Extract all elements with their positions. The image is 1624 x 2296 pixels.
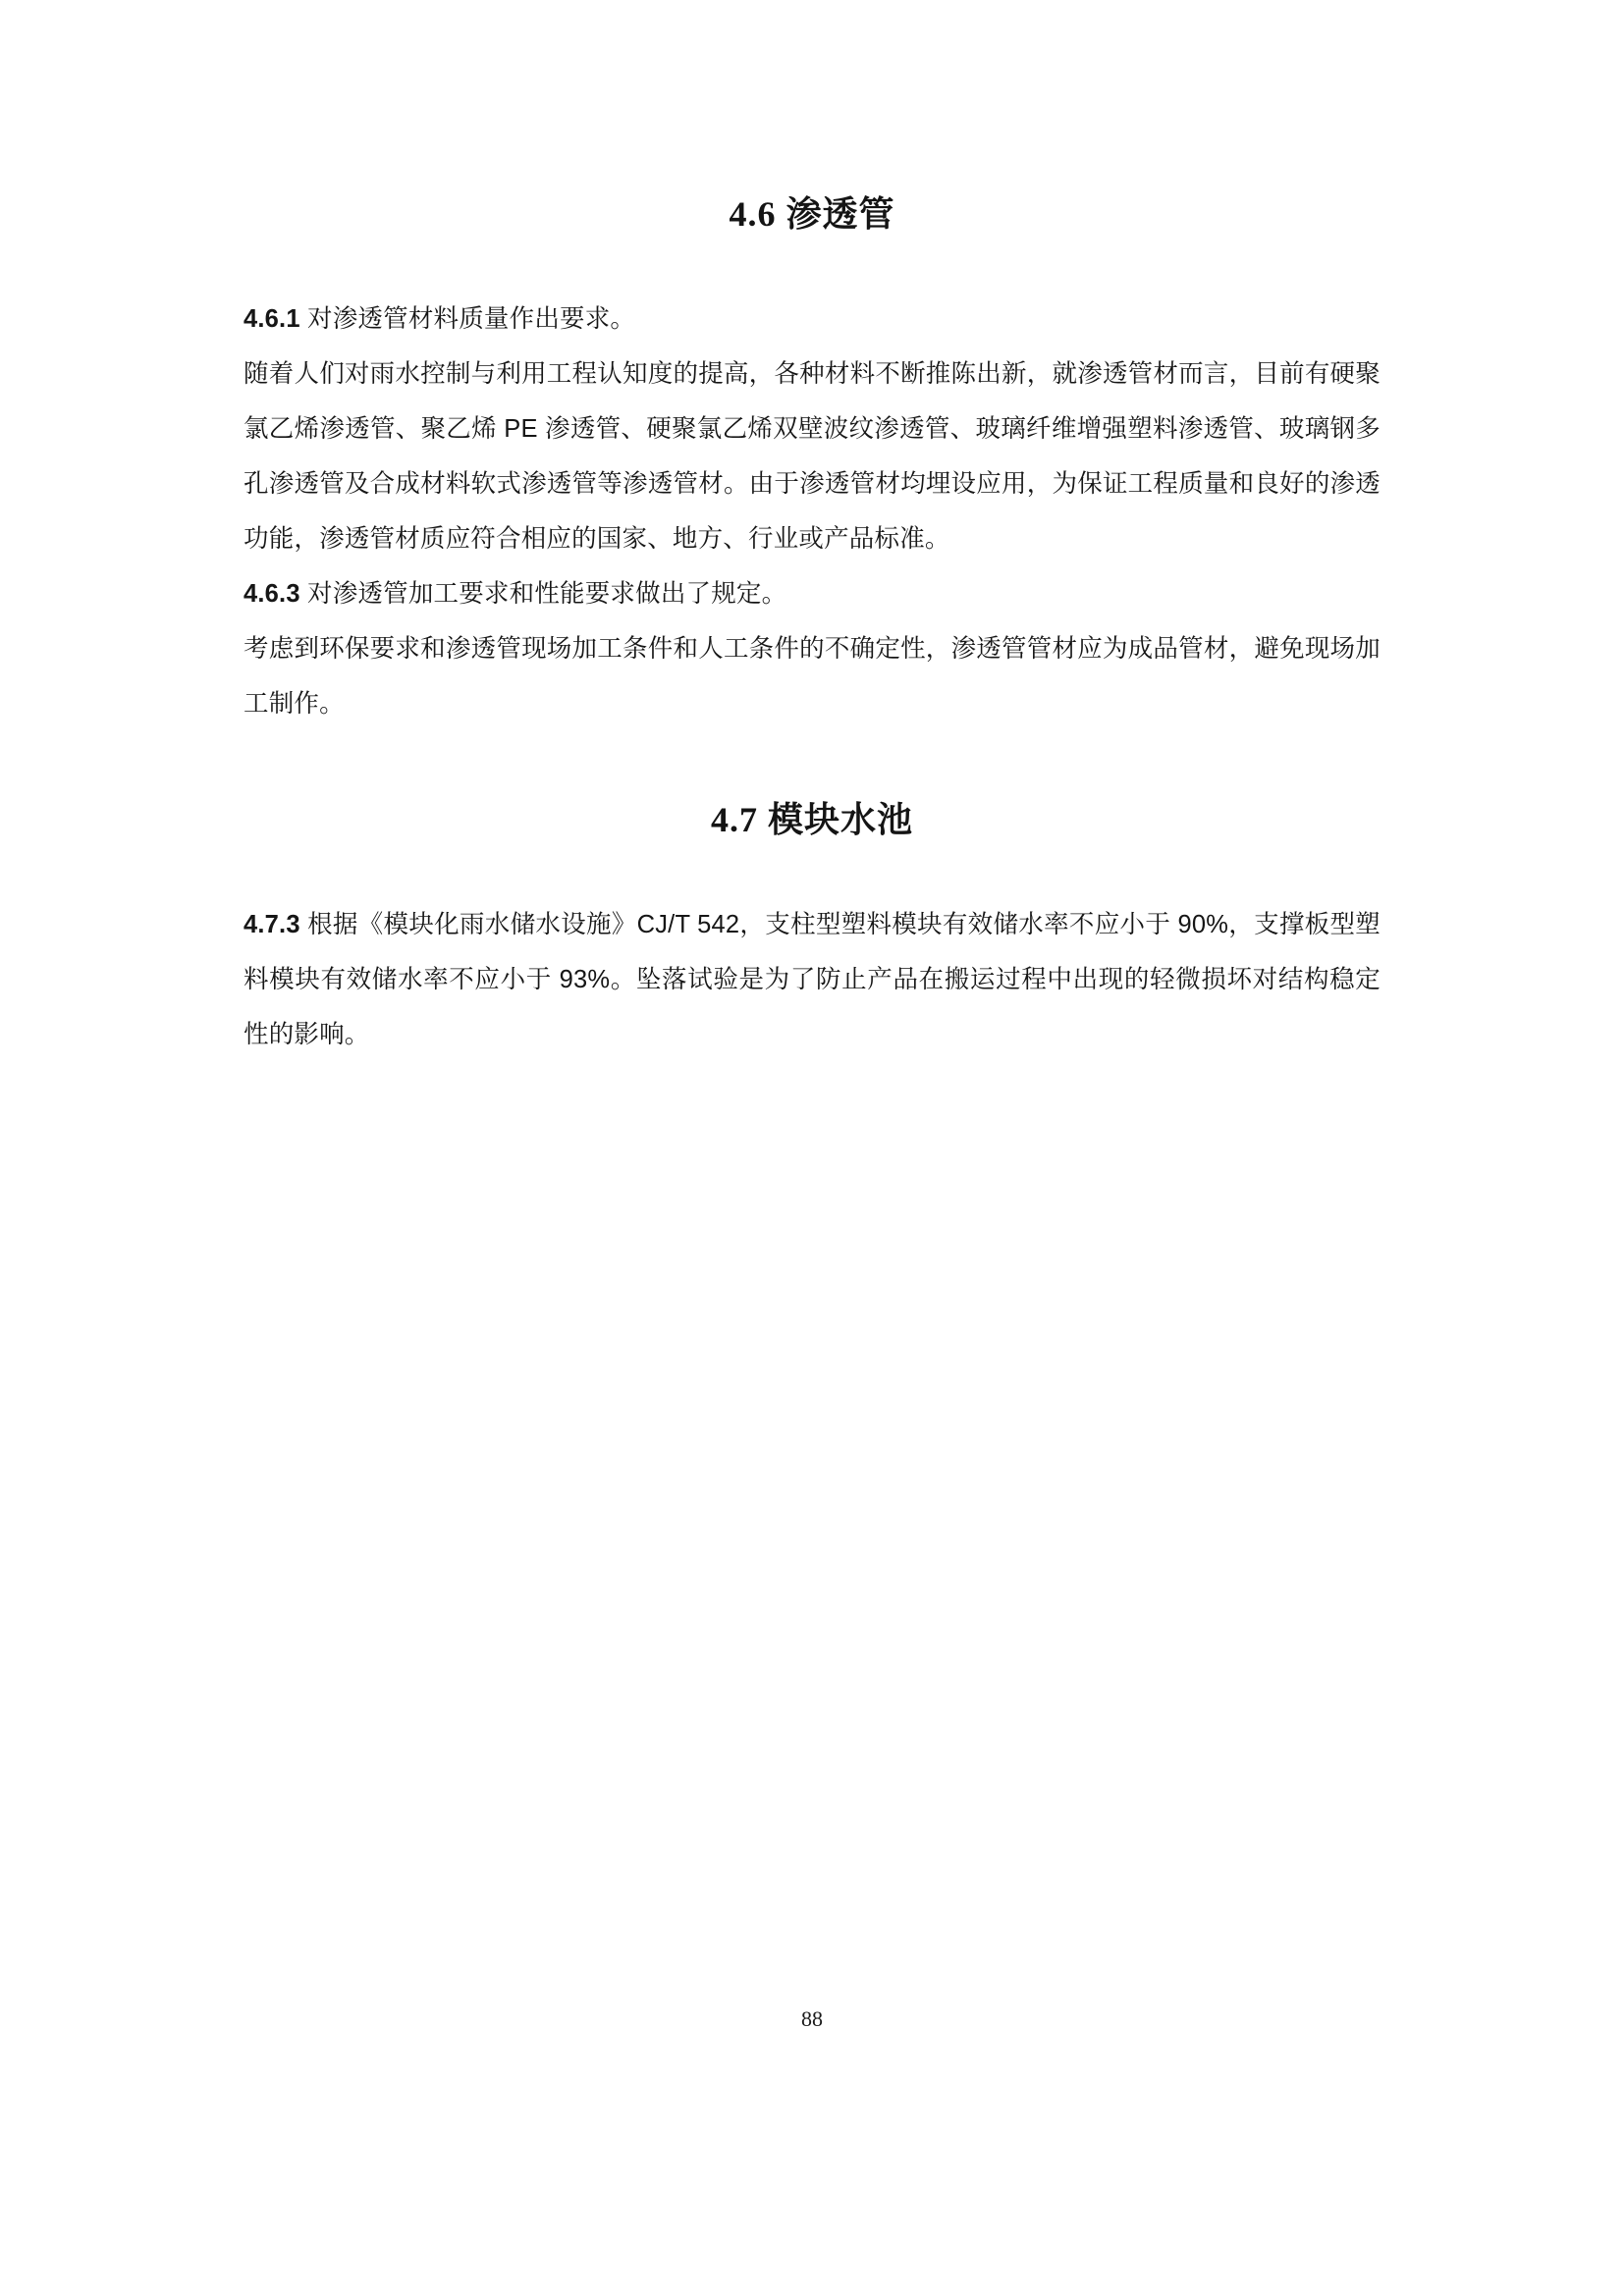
paragraph-4-6-1 (244, 292, 1380, 347)
paragraph-4-6-1-body (244, 347, 1380, 566)
spacer (244, 842, 1380, 897)
section-heading-4-7: 4.7 模块水池 (710, 800, 913, 839)
section-heading-4-6: 4.6 渗透管 (729, 194, 895, 234)
page-number: 88 (801, 2006, 823, 2031)
spacer (244, 731, 1380, 792)
clause-number-4-6-1: 4.6.1 (244, 305, 300, 333)
paragraph-text: 随着人们对雨水控制与利用工程认知度的提高，各种材料不断推陈出新，就渗透管材而言，目前有硬聚氯乙烯渗透管、聚乙烯 PE 渗透管、硬聚氯乙烯双壁波纹渗透管、玻璃纤维增强塑料渗透管、玻璃钢多孔渗透管及合成材料软式渗透管等渗透管材。由于渗透管材均埋设应用，为保证工程质量和良好的渗透功能，渗透管材质应符合相应的国家、地方、行业或产品标准。 (244, 360, 1380, 553)
document-body (244, 187, 1380, 1062)
clause-number-4-6-3: 4.6.3 (244, 580, 300, 608)
paragraph-text: 根据《模块化雨水储水设施》CJ/T 542，支柱型塑料模块有效储水率不应小于 90%，支撑板型塑料模块有效储水率不应小于 93%。坠落试验是为了防止产品在搬运过程中出现的轻微损坏对结构稳定性的影响。 (244, 911, 1380, 1048)
paragraph-text: 对渗透管材料质量作出要求。 (307, 305, 636, 333)
paragraph-4-7-3 (244, 897, 1380, 1062)
paragraph-text: 对渗透管加工要求和性能要求做出了规定。 (307, 580, 787, 608)
paragraph-4-6-3-body (244, 621, 1380, 731)
spacer (244, 237, 1380, 292)
paragraph-text: 考虑到环保要求和渗透管现场加工条件和人工条件的不确定性，渗透管管材应为成品管材，避免现场加工制作。 (244, 635, 1380, 718)
paragraph-4-6-3 (244, 566, 1380, 621)
clause-number-4-7-3: 4.7.3 (244, 911, 300, 938)
